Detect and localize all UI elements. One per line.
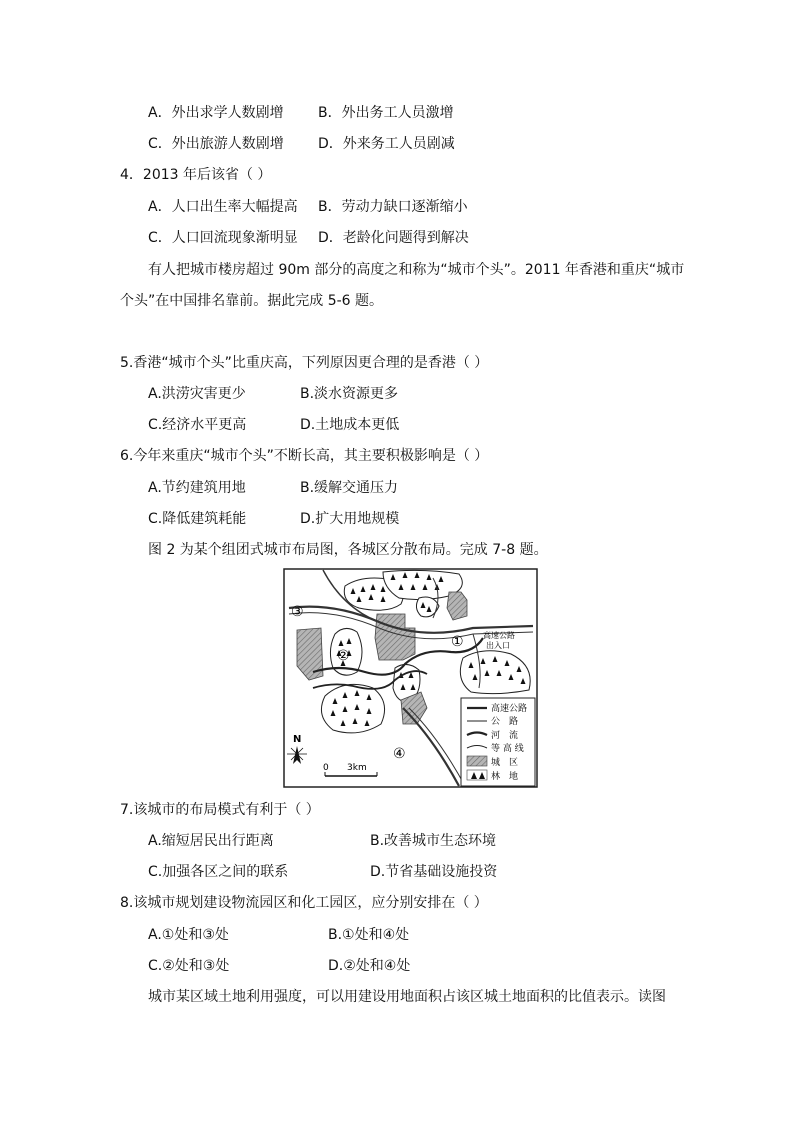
marker-1: ① [451,634,464,650]
marker-3: ③ [291,604,304,620]
legend-river: 河 流 [491,731,519,741]
entrance-label-1: 高速公路 [483,631,515,640]
intro-5-6-line1: 有人把城市楼房超过 90m 部分的高度之和称为“城市个头”。2011 年香港和重庆“城市 [148,262,685,278]
intro-next: 城市某区域土地利用强度，可以用建设用地面积占该区城土地面积的比值表示。读图 [148,989,666,1005]
q8-option-b: B.①处和④处 [328,927,410,943]
q4-option-d: D．老龄化问题得到解决 [318,230,469,246]
legend-urban: 城 区 [491,758,519,768]
q8-option-c: C.②处和③处 [148,958,230,974]
legend-contour: 等 高 线 [491,744,524,754]
q4-option-a: A．人口出生率大幅提高 [148,199,298,215]
entrance-label-2: 出入口 [486,641,510,650]
q7-option-a: A.缩短居民出行距离 [148,833,274,849]
q6-option-d: D.扩大用地规模 [300,511,400,527]
city-layout-map [283,568,538,788]
q7-option-d: D.节省基础设施投资 [370,864,498,880]
q3-option-d: D．外来务工人员剧减 [318,136,455,152]
north-label: N [293,734,302,745]
q6-option-a: A.节约建筑用地 [148,480,246,496]
q8-stem: 8.该城市规划建设物流园区和化工园区，应分别安排在（ ） [120,895,488,911]
q5-option-b: B.淡水资源更多 [300,386,399,402]
q8-option-d: D.②处和④处 [328,958,411,974]
q6-stem: 6.今年来重庆“城市个头”不断长高，其主要积极影响是（ ） [120,448,489,464]
map-legend [461,698,535,786]
q7-option-b: B.改善城市生态环境 [370,833,497,849]
q5-option-d: D.土地成本更低 [300,417,400,433]
q3-option-b: B．外出务工人员激增 [318,105,454,121]
marker-4: ④ [393,746,406,762]
marker-2: ② [337,648,350,664]
scale-zero: 0 [323,763,329,773]
q6-option-b: B.缓解交通压力 [300,480,399,496]
q5-stem: 5.香港“城市个头”比重庆高，下列原因更合理的是香港（ ） [120,355,489,371]
scale-label: 3km [347,763,367,773]
q4-option-b: B．劳动力缺口逐渐缩小 [318,199,468,215]
q5-option-c: C.经济水平更高 [148,417,247,433]
q7-stem: 7.该城市的布局模式有利于（ ） [120,802,320,818]
legend-road: 公 路 [491,717,519,727]
legend-forest: 林 地 [491,772,519,782]
q3-option-a: A．外出求学人数剧增 [148,105,284,121]
q7-option-c: C.加强各区之间的联系 [148,864,289,880]
legend-highway: 高速公路 [491,704,528,714]
q6-option-c: C.降低建筑耗能 [148,511,247,527]
q4-stem: 4．2013 年后该省（ ） [120,167,272,183]
q5-option-a: A.洪涝灾害更少 [148,386,246,402]
q3-option-c: C．外出旅游人数剧增 [148,136,284,152]
q4-option-c: C．人口回流现象渐明显 [148,230,298,246]
intro-5-6-line2: 个头”在中国排名靠前。据此完成 5-6 题。 [120,293,384,309]
intro-7-8: 图 2 为某个组团式城市布局图，各城区分散布局。完成 7-8 题。 [148,542,548,558]
q8-option-a: A.①处和③处 [148,927,229,943]
